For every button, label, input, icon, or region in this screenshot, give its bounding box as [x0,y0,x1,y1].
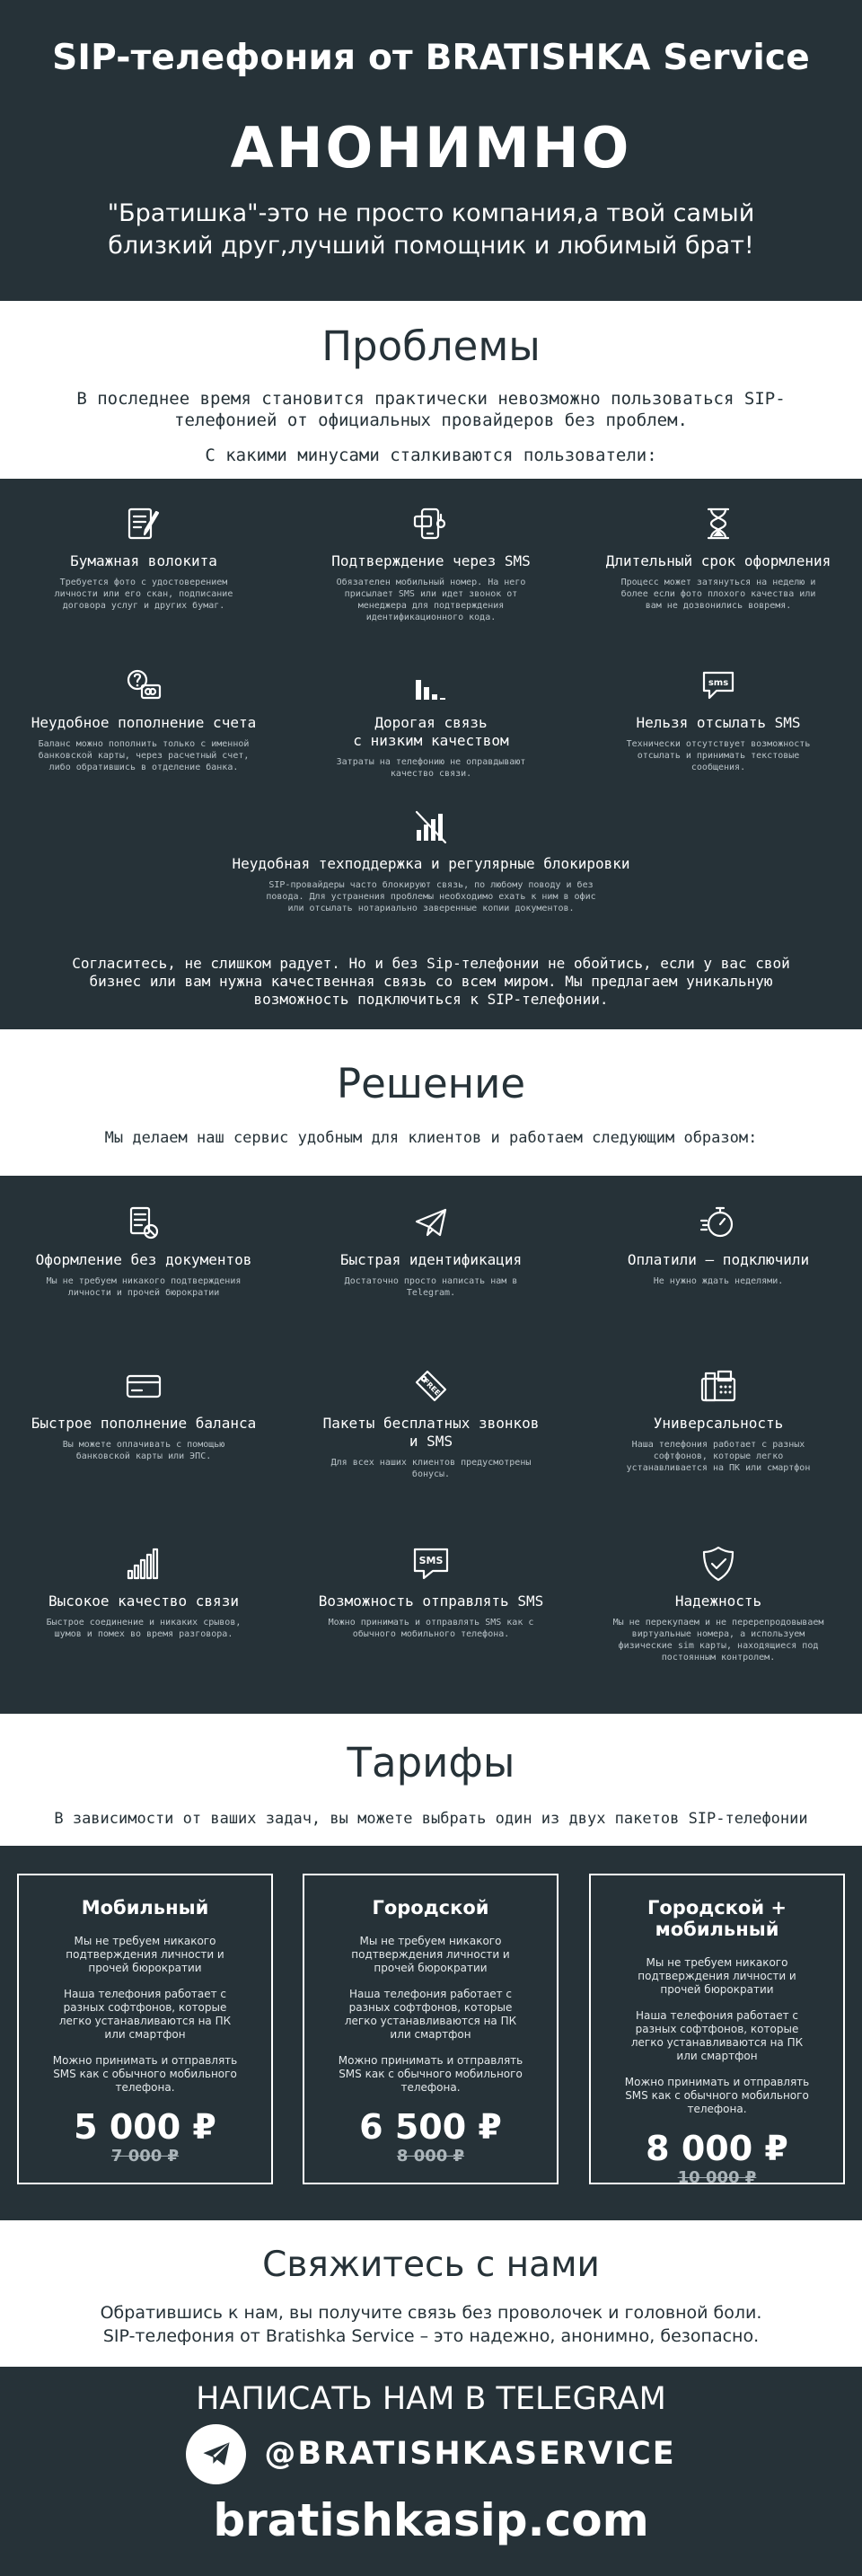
no-signal-icon [411,807,451,846]
telegram-handle-row[interactable] [0,2422,862,2485]
solution-desc: Можно принимать и отправлять SMS как с обычного мобильного телефона. [328,1618,534,1639]
weak-signal-icon [411,666,451,705]
problem-desc: Обязателен мобильный номер. На него присылает SMS или идет звонок от менеджера для подтверждения идентификационного кода. [336,578,526,622]
solution-desc: Мы не требуем никакого подтверждения личности и прочей бюрократии [46,1276,242,1298]
sms-confirmation-icon [411,504,451,543]
site-link[interactable]: bratishkasip.com [213,2494,649,2546]
hero-section [0,0,862,301]
solution-desc: Наша телефония работает с разных софтфонов, которые легко устанавливается на ПК или смартфон [626,1440,811,1473]
signal-bars-icon [124,1544,163,1584]
solution-desc: Достаточно просто написать нам в Telegram. [344,1276,518,1298]
problem-desc: Технически отсутствует возможность отсылать и принимать текстовые сообщения. [626,739,811,772]
solution-item [575,1544,862,1663]
paperwork-icon [124,504,163,543]
solution-title: Надежность [674,1592,762,1610]
telegram-icon [411,1203,451,1242]
solution-title: Быстрая идентификация [339,1251,523,1268]
tariffs-section [0,1846,862,2220]
problem-title: Дорогая связь с низким качеством [353,714,509,749]
tariff-old-price: 7 000 ₽ [110,2147,180,2166]
contact-title: Свяжитесь с нами [262,2245,600,2285]
solution-title: Возможность отправлять SMS [318,1592,544,1610]
problems-text: В последнее время становится практически невозможно пользоваться SIP-телефонией от официальных провайдеров без проблем. [76,389,786,430]
sms-icon [699,666,738,705]
contact-line-2: SIP-телефония от Bratishka Service – это надежно, анонимно, безопасно. [102,2326,760,2346]
problem-desc: SIP-провайдеры часто блокируют связь, по любому поводу и без повода. Для устранения проблемы необходимо ехать к ним в офис или отсылать нотариально заверенные копии документов. [266,880,596,913]
solution-desc: Мы не перекупаем и не перерепродовываем виртуальные номера, а используем физические sim карты, находящиеся под постоянным контролем. [612,1618,824,1663]
solution-title: Оформление без документов [35,1251,252,1268]
contact-intro-section [0,2220,862,2367]
solution-item [287,1203,575,1299]
problem-title: Бумажная волокита [70,552,217,569]
solution-item [0,1366,287,1462]
contact-line-1: Обратившись к нам, вы получите связь без проволочек и головной боли. [100,2303,762,2323]
problem-desc: Баланс можно пополнить только с именной банковской карты, через расчетный счет, либо обратившись в отделение банка. [38,739,250,772]
problem-item [287,504,575,623]
problem-title: Длительный срок оформления [605,552,831,569]
hero-headline: АНОНИМНО [230,115,632,181]
tariff-old-price: 8 000 ₽ [396,2147,465,2166]
solution-item [287,1544,575,1640]
sms-bubble-icon [411,1544,451,1584]
footer-section [0,2367,862,2554]
free-tag-icon [411,1366,451,1406]
problem-item [0,504,287,612]
problem-desc: Требуется фото с удостоверением личности или его скан, подписание договора услуг и других бумаг. [54,578,233,611]
problem-desc: Затраты на телефонию не оправдывают качество связи. [336,757,526,779]
problems-subtext: С какими минусами сталкиваются пользователи: [205,446,657,465]
solution-item [575,1366,862,1474]
problem-item [287,666,575,780]
tariff-feature: Мы не требуем никакого подтверждения личности и прочей бюрократии [638,1956,796,1996]
tariff-feature: Мы не требуем никакого подтверждения личности и прочей бюрократии [66,1935,224,1974]
solution-item [575,1203,862,1287]
solution-title: Оплатили – подключили [627,1251,810,1268]
tariff-name: Городской [372,1897,489,1919]
tariff-card[interactable] [17,1874,273,2184]
shield-check-icon [699,1544,738,1584]
solution-item [287,1366,575,1480]
tariffs-text: В зависимости от ваших задач, вы можете выбрать один из двух пакетов SIP-телефонии [54,1810,808,1828]
problem-item [224,807,638,914]
problems-title: Проблемы [321,322,541,370]
tariffs-intro-section [0,1714,862,1846]
problem-item [575,666,862,773]
tariff-name: Мобильный [81,1897,209,1919]
solution-title: Быстрое пополнение баланса [31,1415,257,1432]
problem-title: Подтверждение через SMS [331,552,531,569]
solution-item [0,1203,287,1299]
no-documents-icon [124,1203,163,1242]
contact-text [0,2301,862,2348]
solution-desc: Быстрое соединение и никаких срывов, шумов и помех во время разговора. [46,1618,242,1639]
tariff-name: Городской + мобильный [647,1897,787,1940]
tariff-price: 5 000 ₽ [74,2107,216,2147]
tariff-feature: Наша телефония работает с разных софтфонов, которые легко устанавливаются на ПК или смартфон [58,1988,232,2041]
solution-text: Мы делаем наш сервис удобным для клиентов и работаем следующим образом: [104,1129,758,1147]
tariff-feature: Мы не требуем никакого подтверждения личности и прочей бюрократии [351,1935,510,1974]
solution-section [0,1176,862,1714]
solution-title: Пакеты бесплатных звонков и SMS [322,1415,540,1450]
solution-desc: Вы можете оплачивать с помощью банковской карты или ЭПС. [62,1440,225,1461]
tariff-feature: Наша телефония работает с разных софтфонов, которые легко устанавливаются на ПК или смартфон [630,2009,804,2062]
tariff-feature: Наша телефония работает с разных софтфонов, которые легко устанавливаются на ПК или смартфон [344,1988,517,2041]
solution-item [0,1544,287,1640]
problems-intro-section [0,301,862,479]
hourglass-icon [699,504,738,543]
problem-item [575,504,862,612]
tariff-feature: Можно принимать и отправлять SMS как с обычного мобильного телефона. [338,2054,523,2094]
problems-outro: Согласитесь, не слишком радует. Но и без Sip-телефонии не обойтись, если у вас свой бизнес или вам нужна качественная связь со всем миром. Мы предлагаем уникальную возможность подключиться к SIP-телефонии. [72,955,790,1008]
solution-title: Высокое качество связи [48,1592,239,1610]
hero-title: SIP-телефония от BRATISHKA Service [52,38,810,78]
solution-desc: Не нужно ждать неделями. [653,1276,784,1286]
card-icon [124,1366,163,1406]
solution-title: Решение [336,1060,526,1107]
problem-desc: Процесс может затянуться на неделю и более если фото плохого качества или вам не дозвонились вовремя. [620,578,816,611]
tariff-card[interactable] [303,1874,559,2184]
tariff-price: 6 500 ₽ [359,2107,502,2147]
solution-intro-section [0,1029,862,1176]
svg-text:FREE: FREE [421,1377,442,1398]
problem-title: Неудобное пополнение счета [31,714,257,731]
tariff-price: 8 000 ₽ [646,2129,788,2168]
problems-section [0,479,862,1029]
telegram-cta[interactable]: НАПИСАТЬ НАМ В TELEGRAM [196,2381,666,2417]
payment-icon [124,666,163,705]
fax-icon [699,1366,738,1406]
svg-text:sms: sms [708,678,729,688]
tariff-card[interactable] [589,1874,845,2187]
problem-title: Неудобная техподдержка и регулярные блокировки [232,855,630,872]
telegram-icon[interactable] [186,2424,246,2484]
tariff-feature: Можно принимать и отправлять SMS как с обычного мобильного телефона. [52,2054,238,2094]
solution-desc: Для всех наших клиентов предусмотрены бонусы. [330,1458,532,1479]
solution-title: Универсальность [653,1415,784,1432]
tariffs-title: Тарифы [347,1739,515,1786]
telegram-handle[interactable]: @BRATISHKASERVICE [264,2436,676,2472]
tariff-old-price: 10 000 ₽ [677,2168,757,2187]
tariff-feature: Можно принимать и отправлять SMS как с обычного мобильного телефона. [624,2076,810,2115]
svg-text:SMS: SMS [418,1555,444,1566]
problem-title: Нельзя отсылать SMS [636,714,801,731]
stopwatch-icon [699,1203,738,1242]
hero-tagline: "Братишка"-это не просто компания,а твой самый близкий друг,лучший помощник и любимый брат! [107,199,755,260]
problem-item [0,666,287,773]
